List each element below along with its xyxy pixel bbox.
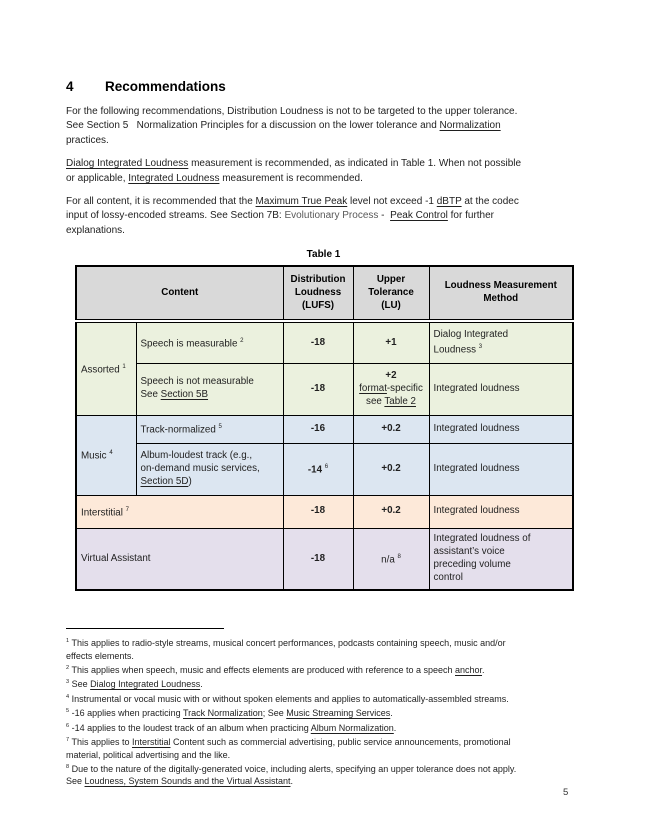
text-segment: 8 xyxy=(66,763,70,770)
cell-album-loudest xyxy=(136,443,283,495)
text-segment: -16 xyxy=(310,422,326,434)
text-segment: 1 xyxy=(66,638,70,645)
table-caption: Table 1 xyxy=(306,249,341,261)
row-track-normalized xyxy=(76,415,573,443)
cell-interstitial-lufs xyxy=(283,495,353,528)
text-segment: n/a xyxy=(381,554,398,566)
text-segment: This applies when speech, music and effects elements are produced with reference to a speech xyxy=(69,665,455,676)
cell-track-normalized-method xyxy=(429,415,573,443)
doc-link[interactable]: Dialog Integrated Loudness xyxy=(90,679,201,690)
cell-assorted-group xyxy=(76,321,136,415)
section-title: Recommendations xyxy=(105,79,226,94)
row-interstitial xyxy=(76,495,573,528)
doc-link[interactable]: Album Normalization xyxy=(310,722,394,733)
text-segment: -14 applies to the loudest track of an album when practicing xyxy=(69,722,311,733)
doc-link[interactable]: Track Normalization xyxy=(183,708,263,719)
text-segment: 5 xyxy=(66,708,70,715)
footnote-2 xyxy=(66,662,582,676)
doc-link[interactable]: dBTP xyxy=(436,196,462,208)
text-segment: See xyxy=(66,776,85,787)
text-segment: ; See xyxy=(262,708,287,719)
cell-music-group xyxy=(76,415,136,495)
text-segment: 5 xyxy=(218,424,222,431)
text-segment: Tolerance xyxy=(368,286,414,298)
text-segment: assistant’s voice xyxy=(433,546,505,558)
text-segment: +0.2 xyxy=(381,462,401,474)
cell-album-loudest-tolerance xyxy=(353,443,429,495)
cell-interstitial xyxy=(76,495,283,528)
text-segment: 8 xyxy=(397,553,401,560)
text-segment: Track-normalized xyxy=(140,424,219,436)
text-segment: (LU) xyxy=(381,299,401,311)
text-segment: at the codec xyxy=(461,196,519,208)
text-segment: effects elements. xyxy=(66,650,134,661)
loudness-table xyxy=(75,265,574,591)
footnote-6 xyxy=(66,720,582,734)
text-segment: Content such as commercial advertising, public service announcements, promotional xyxy=(170,737,511,748)
text-segment: Integrated loudness xyxy=(433,382,520,394)
footnote-7 xyxy=(66,734,582,761)
text-segment: practices. xyxy=(66,134,109,146)
cell-speech-measurable-tolerance xyxy=(353,321,429,363)
text-segment: measurement is recommended. xyxy=(219,172,363,184)
text-segment: For the following recommendations, Distribution Loudness is not to be targeted to the upper tolerance. xyxy=(66,106,518,117)
cell-speech-not-measurable-tolerance xyxy=(353,363,429,415)
text-segment: 7 xyxy=(125,506,130,513)
row-virtual-assistant xyxy=(76,528,573,590)
text-segment: This applies to radio-style streams, musical concert performances, podcasts containing speech, music and/or xyxy=(69,638,506,649)
text-segment: +1 xyxy=(385,336,397,348)
text-segment: -18 xyxy=(310,552,326,564)
doc-link[interactable]: Integrated Loudness xyxy=(128,172,220,184)
text-segment: -16 applies when practicing xyxy=(69,708,184,719)
doc-link[interactable]: Dialog Integrated Loudness xyxy=(66,158,189,170)
text-segment: 7 xyxy=(66,737,70,744)
text-segment: Upper xyxy=(376,274,406,286)
cell-speech-not-measurable-method xyxy=(429,363,573,415)
text-segment: Loudness xyxy=(294,286,342,298)
text-segment: -18 xyxy=(310,336,326,348)
text-segment: 6 xyxy=(324,464,329,471)
doc-link[interactable]: Normalization xyxy=(439,120,501,132)
text-segment: +0.2 xyxy=(381,422,401,434)
header-content: Content xyxy=(76,266,283,321)
section-heading xyxy=(66,79,582,95)
text-segment: Interstitial xyxy=(81,506,126,518)
cell-virtual-assistant-method xyxy=(429,528,573,590)
text-segment: Assorted xyxy=(81,364,123,376)
text-segment: 3 xyxy=(478,344,483,351)
text-segment: -18 xyxy=(310,382,326,394)
text-segment: -14 xyxy=(307,464,325,476)
text-segment: Due to the nature of the digitally-generated voice, including alerts, specifying an upper tolerance does not apply. xyxy=(69,763,517,774)
text-segment: . xyxy=(482,665,485,676)
text-segment: (LUFS) xyxy=(301,299,335,311)
text-segment: control xyxy=(433,571,463,583)
cell-album-loudest-method xyxy=(429,443,573,495)
text-segment: This applies to xyxy=(69,737,132,748)
paragraph-true-peak xyxy=(66,195,582,238)
doc-link[interactable]: Loudness, System Sounds and the Virtual Assistant xyxy=(84,776,291,787)
text-segment: Dialog Integrated xyxy=(433,328,509,340)
footnote-divider xyxy=(66,628,224,629)
text-segment: or applicable, xyxy=(66,172,129,184)
cell-virtual-assistant-lufs xyxy=(283,528,353,590)
text-segment: Virtual Assistant xyxy=(81,552,151,564)
text-segment: . xyxy=(290,776,293,787)
text-segment: Loudness Measurement xyxy=(444,280,557,292)
text-segment: See Section 5 Normalization Principles for a discussion on the lower tolerance and xyxy=(66,120,440,132)
cell-interstitial-method xyxy=(429,495,573,528)
cell-speech-measurable-method xyxy=(429,321,573,363)
text-segment: see xyxy=(366,395,385,407)
cell-track-normalized-tolerance xyxy=(353,415,429,443)
row-speech-measurable xyxy=(76,321,573,363)
text-segment: Distribution xyxy=(290,274,346,286)
text-segment: Integrated loudness xyxy=(433,462,520,474)
cell-track-normalized xyxy=(136,415,283,443)
text-segment: . xyxy=(393,722,397,733)
text-segment: Integrated loudness xyxy=(433,422,520,434)
text-segment: +2 xyxy=(385,370,397,382)
text-segment: 4 xyxy=(109,450,113,457)
text-segment: Integrated loudness of xyxy=(433,533,531,545)
page-number: 5 xyxy=(563,787,569,798)
text-segment: - xyxy=(378,210,391,222)
text-segment: Speech is not measurable xyxy=(140,376,254,388)
text-segment: measurement is recommended, as indicated in Table 1. When not possible xyxy=(188,158,522,170)
paragraph-dialog-integrated xyxy=(66,157,582,186)
text-segment: Loudness xyxy=(433,344,479,356)
doc-link[interactable]: Peak Control xyxy=(390,210,448,222)
text-segment: +0.2 xyxy=(381,505,401,517)
doc-link[interactable]: Music Streaming Services xyxy=(286,708,391,719)
text-segment: See xyxy=(69,679,91,690)
cell-virtual-assistant-tolerance xyxy=(353,528,429,590)
footnotes-section xyxy=(66,635,582,787)
header-measurement-method xyxy=(429,266,573,321)
cell-speech-measurable xyxy=(136,321,283,363)
text-segment: 2 xyxy=(66,665,70,672)
doc-link[interactable]: Interstitial xyxy=(131,737,171,748)
text-segment: input of lossy-encoded streams. See Section 7B: xyxy=(66,210,285,222)
doc-link[interactable]: Maximum True Peak xyxy=(255,196,348,208)
doc-link[interactable]: Section 5D xyxy=(140,475,189,487)
text-segment: -18 xyxy=(310,505,326,517)
text-segment: See xyxy=(140,389,161,401)
text-segment: For all content, it is recommended that the xyxy=(66,196,256,208)
text-segment: Album-loudest track (e.g., xyxy=(140,450,253,462)
text-segment: for further xyxy=(447,210,495,222)
footnote-8 xyxy=(66,761,582,788)
footnote-1 xyxy=(66,635,582,662)
text-segment: 2 xyxy=(240,337,244,344)
doc-link[interactable]: Table 2 xyxy=(384,395,416,407)
doc-link[interactable]: anchor xyxy=(455,665,483,676)
footnote-3 xyxy=(66,676,582,690)
text-segment: level not exceed -1 xyxy=(347,196,437,208)
page-content xyxy=(66,79,582,788)
cell-virtual-assistant xyxy=(76,528,283,590)
text-segment: 1 xyxy=(122,363,126,370)
text-segment: material, political advertising and the like. xyxy=(66,749,231,760)
text-segment: . xyxy=(200,679,203,690)
doc-link[interactable]: Section 5B xyxy=(160,389,209,401)
text-segment: 6 xyxy=(66,722,70,729)
header-distribution-loudness xyxy=(283,266,353,321)
text-segment: 4 xyxy=(66,693,70,700)
cell-speech-measurable-lufs xyxy=(283,321,353,363)
text-segment: Integrated loudness xyxy=(433,505,520,517)
row-speech-not-measurable xyxy=(76,363,573,415)
text-segment: Speech is measurable xyxy=(140,338,241,350)
text-segment: Music xyxy=(81,450,110,462)
section-number: 4 xyxy=(66,79,74,94)
text-segment: ) xyxy=(188,475,192,487)
text-segment: -specific xyxy=(386,382,423,394)
text-segment: explanations. xyxy=(66,224,125,236)
text-segment: preceding volume xyxy=(433,559,511,570)
cell-speech-not-measurable xyxy=(136,363,283,415)
text-segment: Method xyxy=(483,293,519,305)
row-album-loudest xyxy=(76,443,573,495)
footnote-4 xyxy=(66,691,582,705)
doc-link[interactable]: format xyxy=(359,382,387,394)
text-segment: Evolutionary Process xyxy=(284,210,379,222)
text-segment: Instrumental or vocal music with or without spoken elements and applies to automatically-assembled streams. xyxy=(69,693,509,704)
cell-track-normalized-lufs xyxy=(283,415,353,443)
table-header-row xyxy=(76,266,573,321)
cell-album-loudest-lufs xyxy=(283,443,353,495)
text-segment: . xyxy=(390,708,393,719)
cell-interstitial-tolerance xyxy=(353,495,429,528)
paragraph-distribution-loudness xyxy=(66,105,582,148)
text-segment: on-demand music services, xyxy=(140,462,260,474)
text-segment: 3 xyxy=(66,679,70,686)
header-upper-tolerance xyxy=(353,266,429,321)
cell-speech-not-measurable-lufs xyxy=(283,363,353,415)
footnote-5 xyxy=(66,705,582,719)
